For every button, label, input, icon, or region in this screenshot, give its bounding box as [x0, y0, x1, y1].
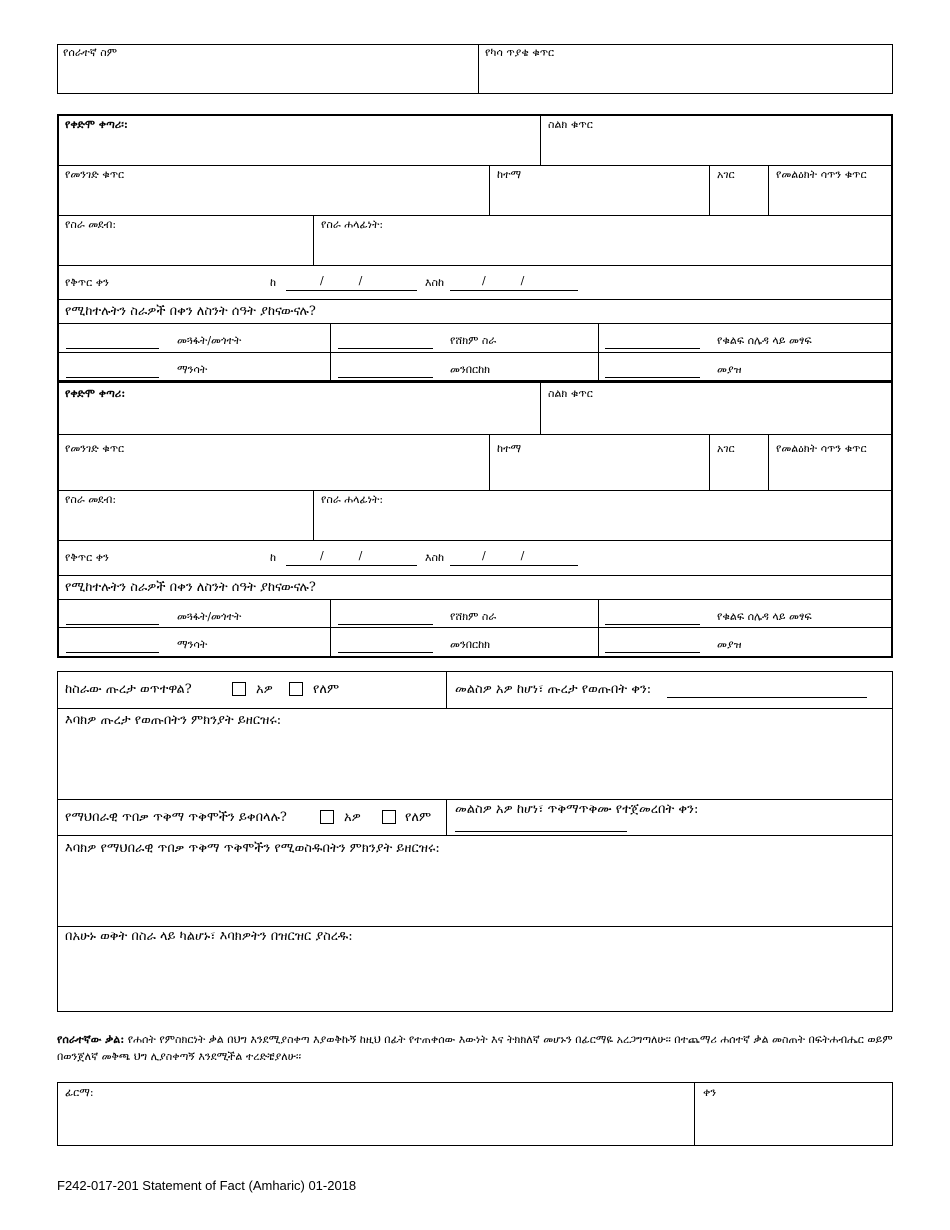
- employer-1-activity-4: ማንሳት: [177, 363, 208, 376]
- employer-2-hours-1[interactable]: [66, 624, 159, 625]
- form-footer: F242-017-201 Statement of Fact (Amharic) 01-2018: [57, 1178, 357, 1193]
- employer-1-name-field[interactable]: የቀድሞ ቀጣሪ፡:: [65, 118, 128, 131]
- employer-1-from-date-line[interactable]: [286, 290, 417, 291]
- employer-1-phone-field[interactable]: ስልክ ቁጥር: [548, 118, 593, 131]
- employer-2-activity-5: መንበርከክ: [450, 638, 491, 651]
- employer-2-to-date-slashes: / /: [482, 549, 525, 562]
- employer-1-activity-5: መንበርከክ: [450, 363, 491, 376]
- employer-1-city-field[interactable]: ከተማ: [497, 168, 522, 181]
- employer-1-hours-3[interactable]: [605, 348, 700, 349]
- case-number-field[interactable]: የካሳ ጥያቄ ቁጥር: [485, 46, 555, 59]
- employer-2-activity-4: ማንሳት: [177, 638, 208, 651]
- employer-2-hours-4[interactable]: [66, 652, 159, 653]
- retirement-date-label: መልስዎ አዎ ከሆነ፣ ጡረታ የወጡበት ቀን:: [455, 682, 652, 697]
- employer-1-from-label: ከ: [270, 276, 277, 289]
- employer-2-to-label: እስከ: [425, 551, 445, 564]
- employer-2-dates-label: የቅጥር ቀን: [65, 551, 109, 564]
- retirement-yes-checkbox[interactable]: [232, 682, 246, 696]
- retirement-no-checkbox[interactable]: [289, 682, 303, 696]
- social-security-no-checkbox[interactable]: [382, 810, 396, 824]
- employer-1-job-title-field[interactable]: የስራ መደብ:: [65, 218, 117, 231]
- employer-1-activity-1: መጓፋት/መጎተት: [177, 334, 242, 347]
- statement-title: የሰራተኛው ቃል:: [57, 1033, 125, 1046]
- employer-1-dates-label: የቅጥር ቀን: [65, 276, 109, 289]
- retirement-no-label: የለም: [313, 682, 340, 697]
- employer-2-to-date-line[interactable]: [450, 565, 578, 566]
- employer-2-state-field[interactable]: አገር: [717, 442, 735, 455]
- employer-1-activity-6: መያዝ: [717, 363, 742, 376]
- retirement-date-line[interactable]: [667, 697, 867, 698]
- employer-2-hours-5[interactable]: [338, 652, 433, 653]
- employer-2-job-title-field[interactable]: የስራ መደብ:: [65, 493, 117, 506]
- employer-2-hours-6[interactable]: [605, 652, 700, 653]
- employer-2-zip-field[interactable]: የመልዕክት ሳጥን ቁጥር: [776, 442, 867, 455]
- employer-1-hours-1[interactable]: [66, 348, 159, 349]
- employer-2-duties-field[interactable]: የስራ ሐላፊነት:: [321, 493, 384, 506]
- employer-1-to-label: እስከ: [425, 276, 445, 289]
- employer-2-activity-6: መያዝ: [717, 638, 742, 651]
- employer-2-activity-2: የሸክም ስራ: [450, 610, 497, 623]
- employer-2-hours-3[interactable]: [605, 624, 700, 625]
- retirement-question: ከስራው ጡረታ ወጥተዋል?: [65, 682, 192, 697]
- social-security-date-line[interactable]: [455, 831, 627, 832]
- employee-statement: [57, 1031, 893, 1065]
- employer-1-to-date-slashes: / /: [482, 274, 525, 287]
- employer-1-zip-field[interactable]: የመልዕክት ሳጥን ቁጥር: [776, 168, 867, 181]
- employer-2-name-field[interactable]: የቀድሞ ቀጣሪ:: [65, 387, 126, 400]
- retirement-yes-label: አዎ: [256, 682, 273, 697]
- employer-2-phone-field[interactable]: ስልክ ቁጥር: [548, 387, 593, 400]
- employer-2-activity-1: መጓፋት/መጎተት: [177, 610, 242, 623]
- employer-1-activities-question: የሚከተሉትን ስራዎች በቀን ለስንት ሰዓት ያከናውናሉ?: [65, 304, 316, 319]
- employer-1-activity-2: የሸክም ስራ: [450, 334, 497, 347]
- not-working-explain-field[interactable]: በአሁኑ ወቅት በስራ ላይ ካልሆኑ፣ እባክዎትን በዝርዝር ያስረዱ:: [65, 929, 353, 944]
- employer-1-street-field[interactable]: የመንገድ ቁጥር: [65, 168, 125, 181]
- statement-text: የሐሰት የምስክርነት ቃል በህግ እንደሚያስቀጣ እያወቅኩኝ ከዚህ በፊት የተጠቀሰው እውነት እና ትክክለኛ መሆኑን በፊርማዬ አረጋግጣለሁ፡፡ በተጨማሪ ሐሰተኛ ቃል መስጠት በፍትሐብሔር ወይም በወንጀለኛ መቅጫ ህግ ሊያስቀጣኝ እንደሚችል ተረድቼያለሁ፡፡: [57, 1033, 893, 1063]
- header-divider: [478, 44, 479, 94]
- employer-2-from-date-slashes: / /: [320, 549, 363, 562]
- employer-1-duties-field[interactable]: የስራ ሐላፊነት:: [321, 218, 384, 231]
- social-security-yes-label: አዎ: [344, 810, 361, 825]
- social-security-question: የማህበራዊ ጥበቃ ጥቅማ ጥቅሞችን ይቀበላሉ?: [65, 810, 287, 825]
- social-security-yes-checkbox[interactable]: [320, 810, 334, 824]
- signature-field[interactable]: ፊርማ:: [65, 1086, 94, 1099]
- retirement-explain-field[interactable]: እባክዎ ጡረታ የወጡበትን ምክንያት ይዘርዝሩ:: [65, 713, 282, 728]
- employer-1-hours-5[interactable]: [338, 377, 433, 378]
- employer-1-to-date-line[interactable]: [450, 290, 578, 291]
- employer-1-from-date-slashes: / /: [320, 274, 363, 287]
- employer-1-activity-3: የቁልፍ ሰሌዳ ላይ መፃፍ: [717, 334, 812, 347]
- employer-2-hours-2[interactable]: [338, 624, 433, 625]
- employer-2-activity-3: የቁልፍ ሰሌዳ ላይ መፃፍ: [717, 610, 812, 623]
- signature-box: [57, 1082, 893, 1146]
- employer-2-from-date-line[interactable]: [286, 565, 417, 566]
- social-security-no-label: የለም: [405, 810, 432, 825]
- employer-1-hours-6[interactable]: [605, 377, 700, 378]
- employee-name-field[interactable]: የሰራተኛ ስም: [63, 46, 118, 59]
- employer-1-state-field[interactable]: አገር: [717, 168, 735, 181]
- header-box: [57, 44, 893, 94]
- employer-1-hours-2[interactable]: [338, 348, 433, 349]
- signature-date-field[interactable]: ቀን: [703, 1086, 717, 1099]
- social-security-date-label: መልስዎ አዎ ከሆነ፣ ጥቅማጥቅሙ የተጀመረበት ቀን:: [455, 802, 699, 817]
- employer-2-street-field[interactable]: የመንገድ ቁጥር: [65, 442, 125, 455]
- employer-1-hours-4[interactable]: [66, 377, 159, 378]
- employer-2-from-label: ከ: [270, 551, 277, 564]
- employer-2-activities-question: የሚከተሉትን ስራዎች በቀን ለስንት ሰዓት ያከናውናሉ?: [65, 580, 316, 595]
- employer-2-city-field[interactable]: ከተማ: [497, 442, 522, 455]
- social-security-explain-field[interactable]: እባክዎ የማህበራዊ ጥበቃ ጥቅማ ጥቅሞችን የሚወስዱበትን ምክንያት ይዘርዝሩ:: [65, 841, 440, 856]
